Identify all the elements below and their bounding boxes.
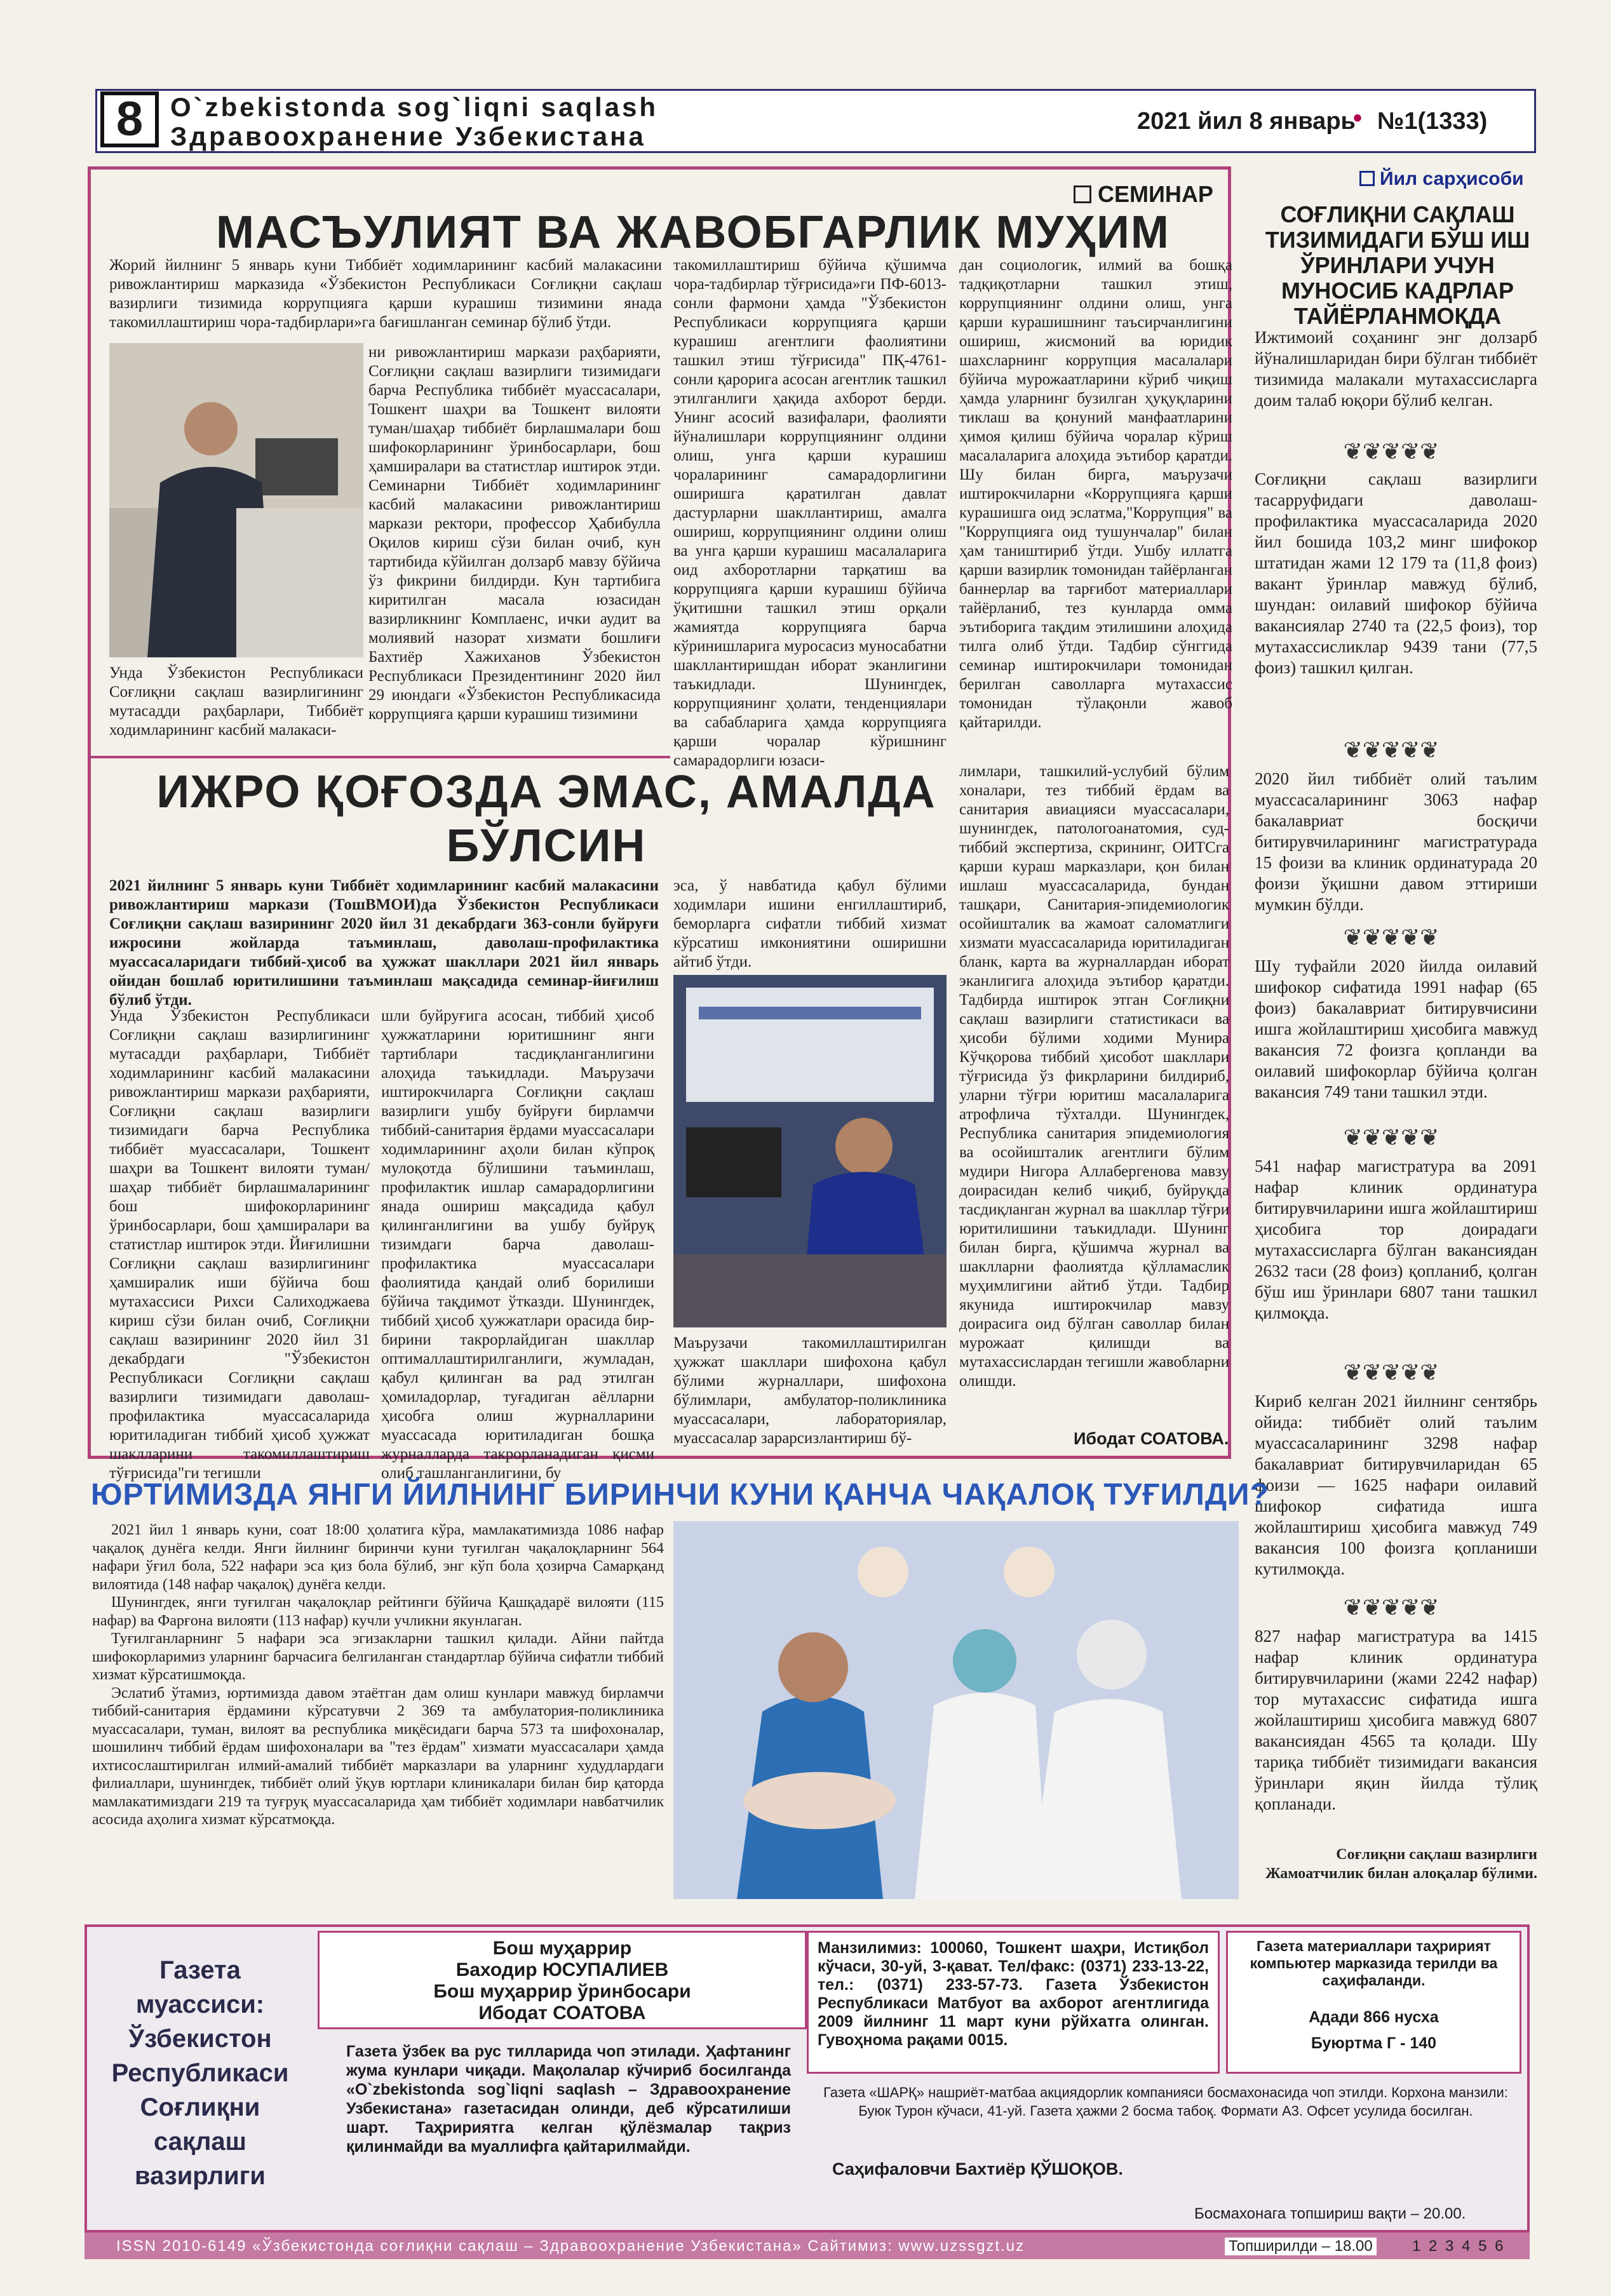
ornament-divider: ❦❦❦❦❦ <box>1343 924 1439 950</box>
deputy-title: Бош муҳаррир ўринбосари <box>433 1981 691 2002</box>
article1-col1b: ни ривожлантириш маркази раҳбарияти, Соғлиқни сақлаш вазирлиги тизимидаги барча Республика тиббиёт муассасалари, Тошкент шаҳри ва Тошкент вилояти туман/шаҳар тиббиёт бирлашмалари бош шифокорларининг ўринбосарлари, бош ҳамширалари ва статистлар иштирок этди. Семинарни Тиббиёт ходимларининг касбий малакасини ривожлантириш маркази ректори, профессор Ҳабибулла Оқилов кириш сўзи билан очиб, кун тартибида кўйилган долзарб мавзу бўйича ўз фикрини билдирди. Кун тартибига киритилган масала юзасидан вазирликнинг Комплаенс, ички аудит ва молиявий назорат хизмати бошлиғи Бахтиёр Хажиханов Ўзбекистон Республикаси Президентининг 2020 йил 29 июндаги «Ўзбекистон Республикасида коррупцияга қарши курашиш тизимини <box>368 344 661 723</box>
editor-title: Бош муҳаррир <box>492 1938 632 1959</box>
sidebar-headline: СОҒЛИҚНИ САҚЛАШ ТИЗИМИДАГИ БЎШ ИШ ЎРИНЛАРИ УЧУН МУНОСИБ КАДРЛАР ТАЙЁРЛАНМОҚДА <box>1265 201 1530 329</box>
checkbox-icon <box>1074 185 1091 203</box>
ornament-divider: ❦❦❦❦❦ <box>1343 1594 1439 1620</box>
issue-date: 2021 йил 8 январь <box>1137 108 1356 135</box>
sidebar-p1: Ижтимоий соҳанинг энг долзарб йўналишларидан бири бўлган тиббиёт тизимида малакали мутахассисларга доим талаб юқори бўлиб келган. <box>1255 328 1537 410</box>
article3-p3: Туғилганларнинг 5 нафари эса эгизакларни ташкил қилади. Айни пайтда шифокорларимиз уларнинг барчасига белгиланган стандартлар бўйича сифатли тиббий хизмат кўрсатишмоқда. <box>92 1630 664 1683</box>
article2-col3b: Маърузачи такомиллаштирилган ҳужжат шакллари шифохона қабул бўлими журналлари, шифохона бўлимлари, амбулатор-поликлиника муассасалари, лабораториялар, муассасалар зарарсизлантириш бў- <box>673 1334 947 1447</box>
sidebar-p7: 827 нафар магистратура ва 1415 нафар клиник ординатура битирувчиларини (жами 2242 нафар) тор мутахассис сифатида ишга жойлаштириш ҳисобига мавжуд 6807 вакансиядан 4565 та қолади. Шу тариқа тиббиёт тизимидаги вакансия ўринлари яқин йилда тўлиқ қопланади. <box>1255 1627 1537 1813</box>
separator-dot: • <box>1353 104 1363 132</box>
issue-number: №1(1333) <box>1377 108 1488 135</box>
address: Манзилимиз: 100060, Тошкент шаҳри, Истиқбол кўчаси, 30-уй, 3-қават. Тел/факс: (0371) 233-13-22, тел.: (0371) 233-57-73. Газета Ўзбекистон Республикаси Матбуот ва ахборот агентлигида 2009 йилнинг 11 март куни рўйхатга олинган. Гувоҳнома рақами 0015. <box>807 1931 1220 2074</box>
title-cyrillic: Здравоохранение Узбекистана <box>170 121 646 151</box>
newspaper-title <box>170 93 742 151</box>
article2-col4: лимлари, ташкилий-услубий бўлим хоналари, тез тиббий ёрдам ва санитария авиацияси муассасалари, шунингдек, патологоанатомия, суд-тиббий экспертиза, скрининг, ОИТСга қарши кураш марказлари, қон билан ишлаш муассасаларида, бундан ташқари, Санитария-эпидемиологик осойишталик ва жамоат саломатлиги хизмати муассасаларида юритиладиган бланк, карта ва журналлардан иборат эканлигига алоҳида эътибор қаратди. Тадбирда иштирок этган Соғлиқни сақлаш вазирлиги статистикаси ва ҳисоби бўлими ходими Мунира Кўчқорова тиббий ҳисобот шакллари тўғрисида ўз фикрларини билдириб, уларни тўғри юритиш масалаларига атрофлича тўхталди. Шунингдек, Республика санитария эпидемиология ва осойишталик агентлиги бўлим мудири Нигора Аллабергенова мавзу доирасидан келиб чиқиб, буйруқда тасдиқланган журнал ва шакллар тўғри юритилишини таъкидлади. Шунинг билан бирга, қўшимча журнал ва шаклларни фаолиятда қўлламаслик муҳимлигини айтиб ўтди. Тадбир якунида иштирокчилар мавзу доирасига оид бўлган саволлар билан мурожаат қилишди ва мутахассислардан тегишли жавобларни олишди. <box>959 763 1229 1390</box>
article2-headline-line2: БЎЛСИН <box>446 821 647 871</box>
print-run: Адади 866 нусха <box>1309 2008 1439 2026</box>
article-divider <box>89 756 670 758</box>
article2-lead: 2021 йилнинг 5 январь куни Тиббиёт ходимларининг касбий малакасини ривожлантириш маркази (ТошВМОИ)да Ўзбекистон Республикаси Соғлиқни сақлаш вазирининг 2020 йил 31 декабрдаги 363-сонли буйруғи ижросини жойларда таъминлаш, даволаш-профилактика муассасаларидаги тиббий-ҳисоб ва ҳужжат шакллари 2021 йил январь ойидан бошлаб юритилишини таъминлаш мақсадида семинар-йиғилиш бўлиб ўтди. <box>109 877 659 1009</box>
presenter-photo <box>673 975 947 1327</box>
layout-designer: Саҳифаловчи Бахтиёр ҚЎШОҚОВ. <box>832 2159 1123 2179</box>
checkbox-icon <box>1359 171 1375 186</box>
article3-body <box>92 1521 664 1829</box>
article3-headline: ЮРТИМИЗДА ЯНГИ ЙИЛНИНГ БИРИНЧИ КУНИ ҚАНЧА ЧАҚАЛОҚ ТУҒИЛДИ? <box>91 1478 1269 1512</box>
newborn-photo-image <box>673 1521 1239 1899</box>
rubric-seminar <box>1074 181 1213 208</box>
issn-line: ISSN 2010-6149 «Ўзбекистонда соғлиқни сақлаш – Здравоохранение Узбекистана» Сайтимиз: www.uzssgzt.uz <box>116 2238 1025 2255</box>
page-number: 8 <box>100 91 159 147</box>
sidebar-rubric <box>1359 168 1524 190</box>
sidebar-p5: 541 нафар магистратура ва 2091 нафар клиник ординатура битирувчиларини ишга жойлаштириш ҳисобига тор доирадаги мутахассисларга бўлган вакансиядан 2632 таси (28 фоиз) қопланиб, қолган бўш иш ўринлари 6807 тани ташкил қилмоқда. <box>1255 1157 1537 1322</box>
article1-col1a: Унда Ўзбекистон Республикаси Соғлиқни сақлаш вазирлигининг мутасадди раҳбарлари, Тиббиёт ходимларининг касбий малакаси- <box>109 664 363 739</box>
editors-box <box>318 1931 807 2029</box>
deadline: Босмахонага топшириш вақти – 20.00. <box>1194 2205 1466 2222</box>
article3-p4: Эслатиб ўтамиз, юртимизда давом этаётган дам олиш кунлари мавжуд бирламчи тиббий-санитария ёрдамини кўрсатувчи 2 369 та амбулатория-поликлиника муассасалари, туман, вилоят ва республика миқёсидаги барча 573 та шифохоналар, шошилинч тиббий ёрдам шифохоналари ва "тез ёрдам" хизмати муассасалари ҳамда ихтисослаштирилган илмий-амалий тиббиёт марказлари ва уларнинг худудлардаги филиаллари, шунингдек, тиббиёт олий ўқув юртлари клиникалари билан бир қаторда мамлакатимиздаги 219 та туғруқ муассасаларида ҳам тиббиёт ходимлари навбатчилик асосида аҳолига хизмат кўрсатмоқда. <box>92 1684 664 1828</box>
deputy-name: Ибодат СОАТОВА <box>478 2003 646 2024</box>
printer-note: Газета «ШАРҚ» нашриёт-матбаа акциядорлик компанияси босмахонасида чоп этилди. Корхона манзили: Буюк Турон кўчаси, 41-уй. Газета ҳажми 2 босма табоқ. Формати А3. Офсет усулида босилган. <box>823 2085 1508 2119</box>
order-number: Буюртма Г - 140 <box>1311 2034 1437 2052</box>
article2-author: Ибодат СОАТОВА. <box>1074 1429 1229 1448</box>
sidebar-p6: Кириб келган 2021 йилнинг сентябрь ойида: тиббиёт олий таълим муассасаларининг 3298 нафар бакалавриат битирувчиларидан 65 фоизи — 1625 нафари оилавий шифокор сифатида ишга жойлаштириш ҳисобига мавжуд 749 вакансия 100 фоизга қопланиши кутилмоқда. <box>1255 1392 1537 1578</box>
sidebar-p3: 2020 йил тиббиёт олий таълим муассасаларининг 3063 нафар бакалавриат босқичи битирувчиларининг магистратурада 15 фоизи ва клиник ординатурада 20 фоизи ўқишни давом эттириши мумкин бўлди. <box>1255 769 1537 914</box>
ornament-divider: ❦❦❦❦❦ <box>1343 1124 1439 1150</box>
founder: Газета муассиси: Ўзбекистон Республикаси Соғлиқни сақлаш вазирлиги <box>92 1934 308 2223</box>
rubric-label: СЕМИНАР <box>1098 181 1213 207</box>
production-box <box>1226 1931 1521 2074</box>
presenter-photo-image <box>673 975 947 1327</box>
ornament-divider: ❦❦❦❦❦ <box>1343 438 1439 464</box>
sidebar-source: Соғлиқни сақлаш вазирлиги Жамоатчилик билан алоқалар бўлими. <box>1265 1846 1537 1882</box>
layout-note: Газета материаллари таҳририят компьютер марказида терилди ва саҳифаланди. <box>1250 1938 1498 1989</box>
newborn-photo <box>673 1521 1239 1899</box>
article2-col1: Унда Ўзбекистон Республикаси Соғлиқни сақлаш вазирлигининг мутасадди раҳбарлари, Тиббиёт ходимларининг касбий малакасини ривожлантириш маркази раҳбарияти, Соғлиқни сақлаш вазирлиги тизимидаги барча Республика тиббиёт муассасалари, Тошкент шаҳри ва Тошкент вилояти туман/шаҳар тиббиёт бирлашмаларининг бош шифокорларининг ўринбосарлари, бош ҳамширалари ва статистлар иштирок этди. Йиғилишни Соғлиқни сақлаш вазирлигининг ҳамширалик иши бўйича бош мутахассиси Рихси Салиходжаева кириш сўзи билан очиб, Соғлиқни сақлаш вазирининг 2020 йил 31 декабрдаги "Ўзбекистон Республикаси Соғлиқни сақлаш вазирлиги тизимидаги даволаш-профилактика муассасаларида юритиладиган тиббий ҳисоб ҳужжат шаклларини такомиллаштириш тўғрисида"ги тегишли <box>109 1007 370 1482</box>
editor-name: Баходир ЮСУПАЛИЕВ <box>455 1959 669 1980</box>
submitted-time: Топширилди – 18.00 <box>1225 2238 1377 2255</box>
article2-col3: эса, ў навбатида қабул бўлими ходимлари ишини енгиллаштириб, беморларга сифатли тиббий хизмат кўрсатиш имкониятини оширишни айтиб ўтди. <box>673 877 947 970</box>
article2-headline <box>146 765 947 873</box>
weekday-numbers: 1 2 3 4 5 6 <box>1412 2238 1506 2255</box>
article3-p2: Шунингдек, янги туғилган чақалоқлар рейтинги бўйича Қашқадарё вилояти (115 нафар) ва Фарғона вилояти (113 нафар) кучли учликни якунлаган. <box>92 1594 664 1629</box>
article1-col2: такомиллаштириш бўйича қўшимча чора-тадбирлар тўғрисида»ги ПФ-6013-сонли фармони ҳамда "Ўзбекистон Республикаси коррупцияга қарши курашиш агентлиги фаолиятини ташкил этиш тўғрисида" ПҚ-4761-сонли қарорига асосан агентлик ташкил этилганлиги ҳақида ахборот берди. Унинг асосий вазифалари, фаолияти йўналишлари коррупциянинг олдини олиш, унга қарши курашиш чораларининг самарадорлигини оширишга қаратилган давлат дастурларни шакллантириш, амалга ошириш, коррупциянинг олдини олиш ва унга қарши курашиш масалаларига оид ахборотларни тарқатиш ва коррупцияга қарши курашиш бўйича ўқитишни ташкил этиш орқали жамиятда коррупцияга барча кўринишларига муросасиз муносабатни шакллантиришдан иборат эканлигини таъкидлади. Шунингдек, коррупциянинг ҳолати, тенденциялари ва сабабларига ҳамда коррупцияга қарши чоралар кўришнинг самарадорлиги юзаси- <box>673 257 947 769</box>
article1-headline: МАСЪУЛИЯТ ВА ЖАВОБГАРЛИК МУҲИМ <box>216 207 1170 258</box>
ornament-divider: ❦❦❦❦❦ <box>1343 737 1439 763</box>
article2-headline-line1: ИЖРО ҚОҒОЗДА ЭМАС, АМАЛДА <box>156 767 936 817</box>
speaker-photo-image <box>109 343 363 657</box>
article1-lead: Жорий йилнинг 5 январь куни Тиббиёт ходимларининг касбий малакасини ривожлантириш марказида «Ўзбекистон Республикаси Соғлиқни сақлаш вазирлиги тизимида коррупцияга қарши курашиш тизимини янада такомиллаштириш чора-тадбирлари»га бағишланган семинар бўлиб ўтди. <box>109 257 662 331</box>
speaker-photo <box>109 343 363 657</box>
ornament-divider: ❦❦❦❦❦ <box>1343 1359 1439 1385</box>
article3-p1: 2021 йил 1 январь куни, соат 18:00 ҳолатига кўра, мамлакатимизда 1086 нафар чақалоқ дунёга келди. Янги йилнинг биринчи куни туғилган чақалоқларнинг 564 нафари ўғил бола, 522 нафари эса қиз бола бўлиб, энг кўп бола ҳозирча Самарқанд вилоятида (148 нафар чақалоқ) дунёга келди. <box>92 1522 664 1593</box>
sidebar-p4: Шу туфайли 2020 йилда оилавий шифокор сифатида 1991 нафар (65 фоиз) бакалавриат битирувчисини ишга жойлаштириш ҳисобига мавжуд вакансия 72 фоизга қопланди ва оилавий шифокорлар бўйича қолган вакансия 749 тани ташкил этди. <box>1255 957 1537 1101</box>
article1-col3: дан социологик, илмий ва бошқа тадқиқотларни ташкил этиш, коррупциянинг олдини олиш, унга қарши курашишнинг таъсирчанлигини ошириш, жисмоний ва юридик шахсларнинг коррупция масалалари бўйича мурожаатларини кўриб чиқиш ҳамда уларнинг бузилган ҳуқуқларини тиклаш ва қонуний манфаатларини ҳимоя қилиш бўйича чоралар кўриш масалаларига алоҳида эътибор қаратди. Шу билан бирга, маърузачи иштирокчиларни «Коррупцияга қарши курашишга оид эслатма,"Коррупция" ва "Коррупцияга оид тушунчалар" билан ҳам таништириб ўтди. Ушбу иллатга қарши вазирлик томонидан тайёрланган баннерлар ва тарғибот материаллари тайёрланиб, тез кунларда омма эътиборига тақдим этилишини алоҳида тилга олиб ўтди. Тадбир сўнггида семинар иштирокчилари томонидан берилган саволларга мутахассис томонидан тўлақонли жавоб қайтарилди. <box>959 257 1232 731</box>
sidebar-rubric-label: Йил сарҳисоби <box>1380 168 1524 189</box>
issn-bar <box>84 2232 1530 2259</box>
title-latin: O`zbekistonda sog`liqni saqlash <box>170 92 659 122</box>
article2-col2: шли буйруғига асосан, тиббий ҳисоб ҳужжатларини юритишнинг янги тартиблари тасдиқланганлигини алоҳида таъкидлади. Маърузачи иштирокчиларга Соғлиқни сақлаш вазирлиги ушбу буйруғи бирламчи тиббий-санитария ёрдами муассасалари ходимларининг аҳоли билан кўпроқ мулоқотда бўлишини таъминлаш, профилактик ишлар самарадорлигини янада ошириш мақсадида қабул қилинганлигини ва ушбу буйруқ тизимдаги барча даволаш-профилактика муассасалари фаолиятида қандай олиб борилиши бўйича тақдимот ўтказди. Шунингдек, тиббий ҳисоб ҳужжатлари орасида бир-бирини такрорлайдиган шакллар оптималлаштирилганлиги, жумладан, қабул қилинган ва рад этилган ҳомиладорлар, туғадиган аёлларни ҳисобга олиш журналларини муассасада юритиладиган бошқа журналларда такрорланадиган қисми олиб ташланганлигини, бу <box>381 1007 654 1482</box>
languages-note: Газета ўзбек ва рус тилларида чоп этилади. Ҳафтанинг жума кунлари чиқади. Мақолалар кўчириб босилганда «O`zbekistonda sog`liqni saqlash – Здравоохранение Узбекистана» газетасидан олинди, деб кўрсатилиши шарт. Таҳририятга келган қўлёзмалар тақриз қилинмайди ва муаллифга қайтарилмайди. <box>346 2043 791 2156</box>
sidebar-p2: Соғлиқни сақлаш вазирлиги тасарруфидаги даволаш-профилактика муассасаларида 2020 йил бошида 103,2 минг шифокор штатидан жами 12 179 та (11,8 фоиз) вакант ўринлар мавжуд бўлиб, шундан: оилавий шифокор бўйича вакансиялар 2740 та (22,5 фоиз), тор мутахассисликлар 9439 тани (77,5 фоиз) ташкил қилган. <box>1255 469 1537 677</box>
